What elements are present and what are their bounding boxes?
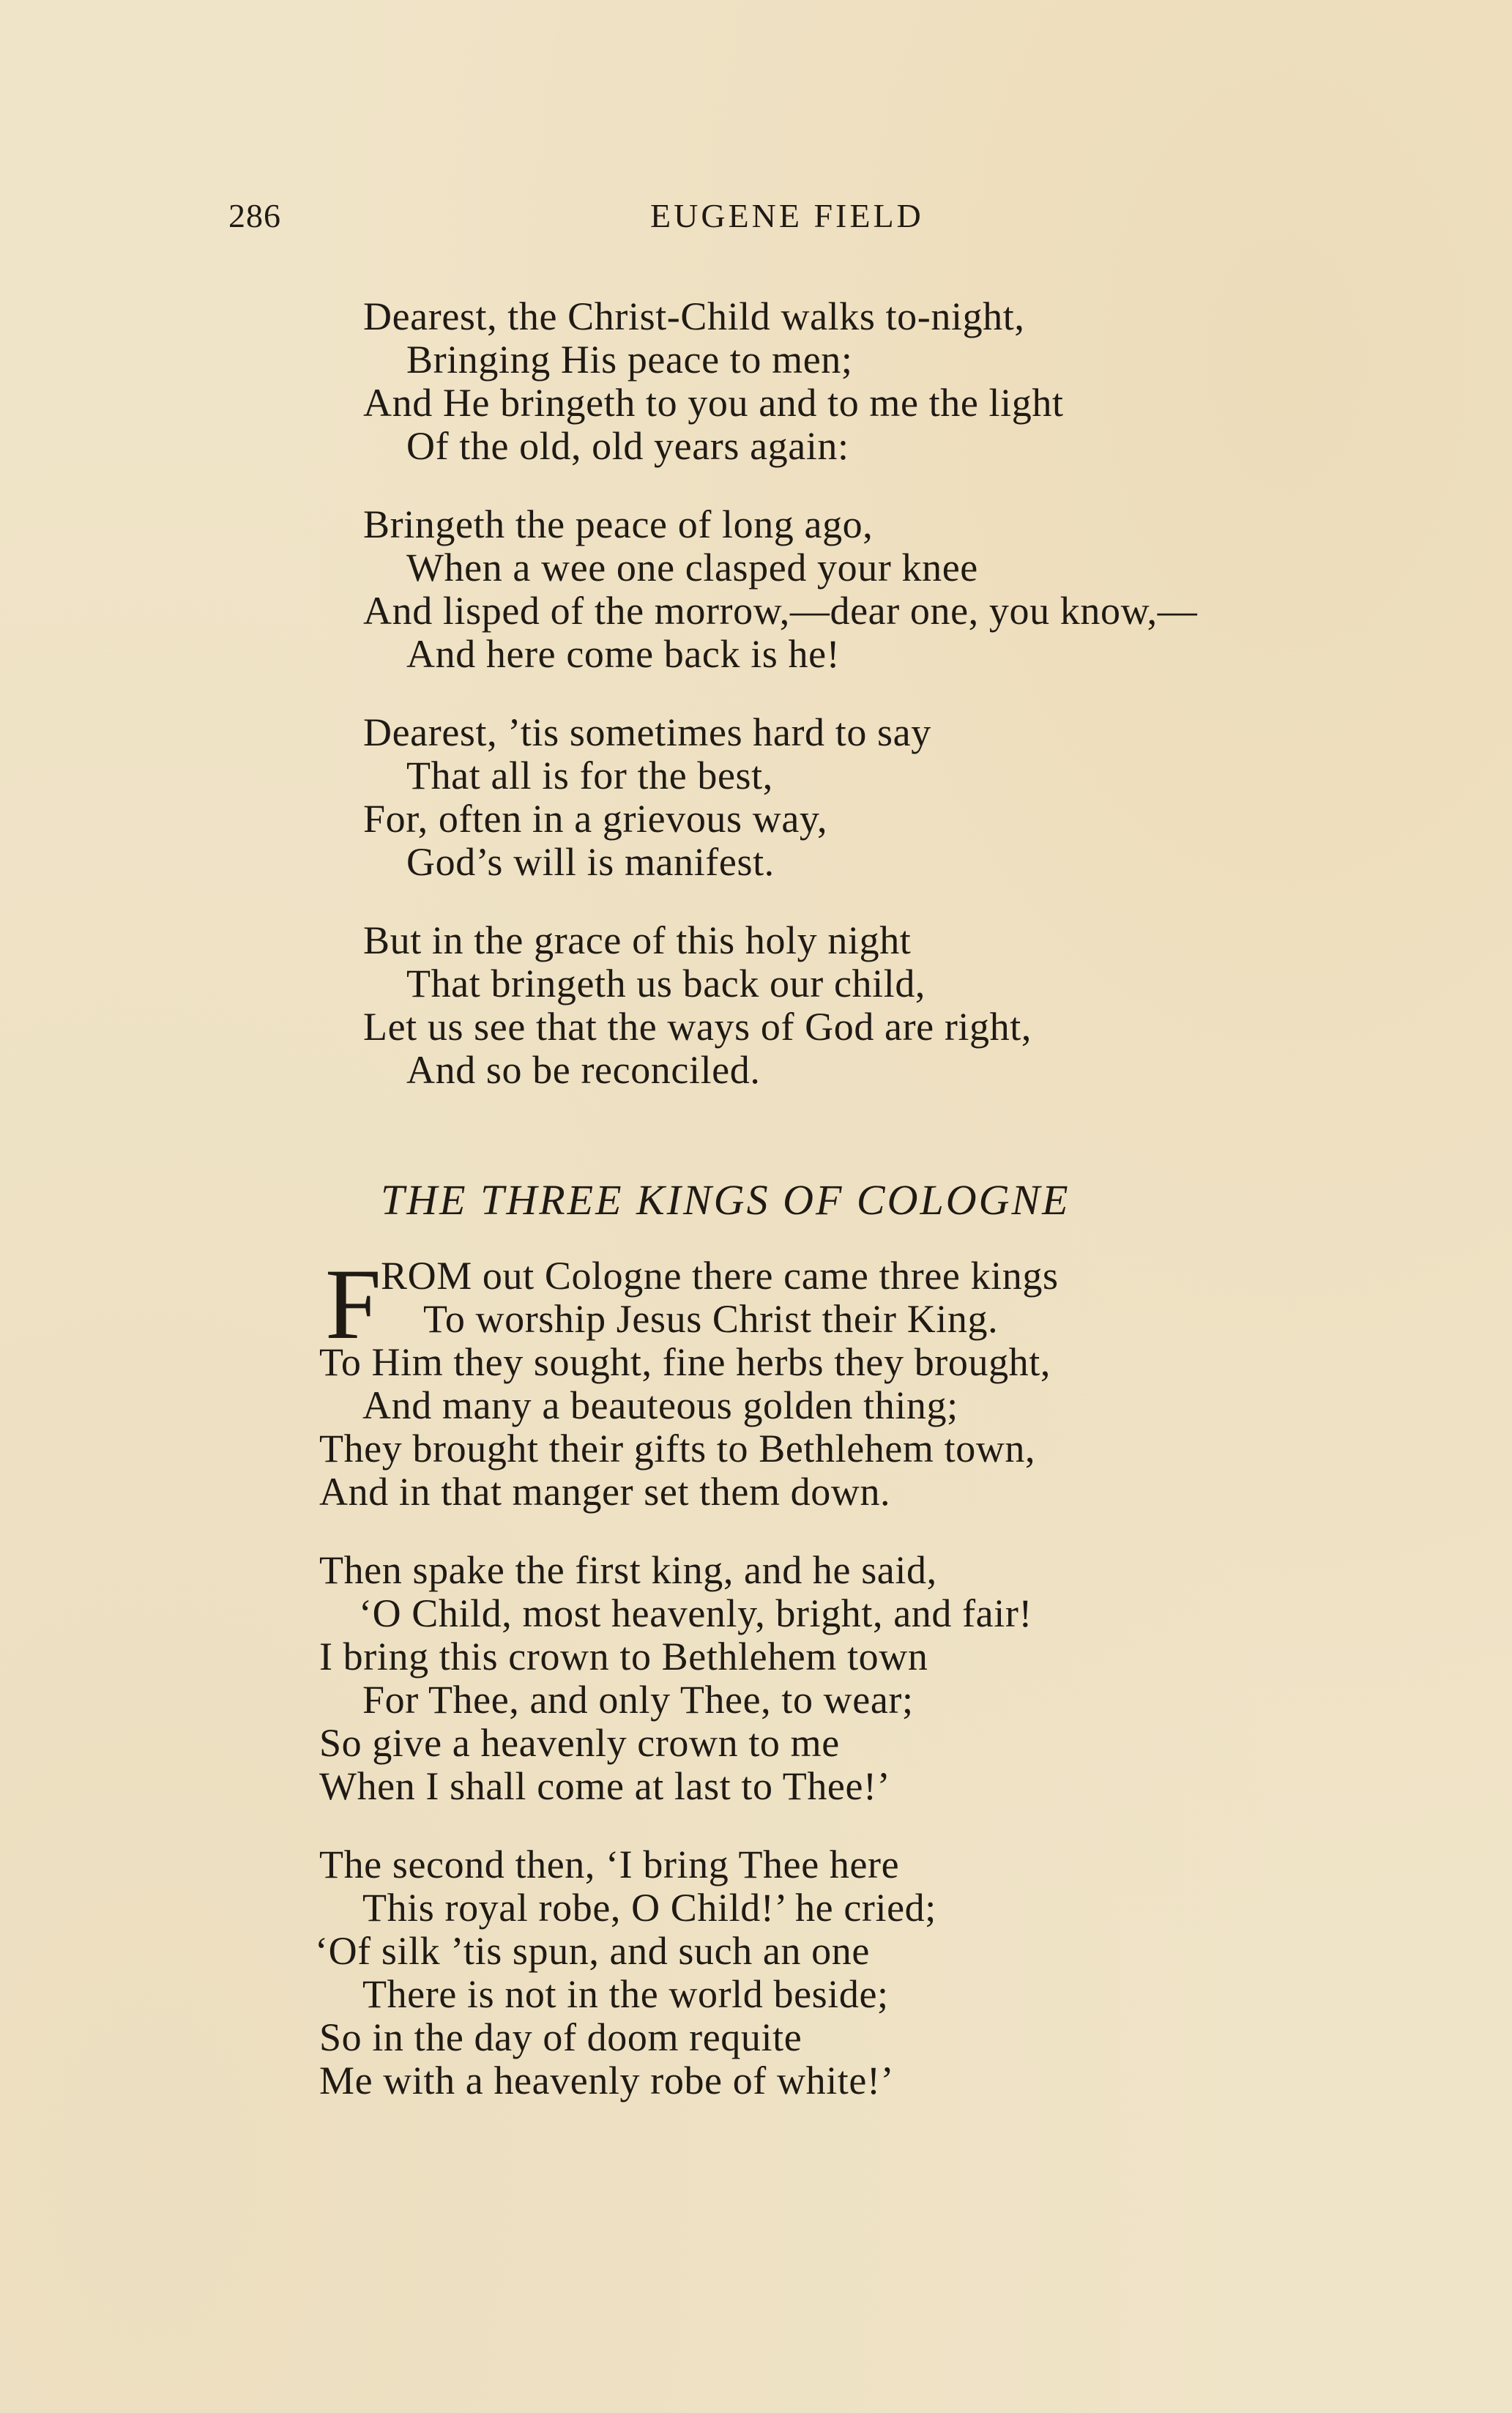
poem-line: To worship Jesus Christ their King.	[423, 1297, 999, 1341]
poem-line: And so be reconciled.	[406, 1048, 761, 1092]
poem-line: Of the old, old years again:	[406, 424, 849, 468]
poem-line: And many a beauteous golden thing;	[362, 1383, 958, 1427]
poem-line: Dearest, the Christ-Child walks to-night,	[363, 294, 1025, 338]
poem-line: When a wee one clasped your knee	[406, 546, 978, 590]
poem-line: And He bringeth to you and to me the light	[363, 381, 1064, 425]
poem-line: They brought their gifts to Bethlehem town,	[319, 1427, 1036, 1471]
poem-line: This royal robe, O Child!’ he cried;	[362, 1886, 936, 1930]
poem-line: ‘O Child, most heavenly, bright, and fair!	[359, 1591, 1032, 1635]
running-title: EUGENE FIELD	[650, 197, 924, 234]
poem-line: To Him they sought, fine herbs they brought,	[319, 1340, 1051, 1384]
poem-line: For, often in a grievous way,	[363, 797, 828, 841]
poem-title: THE THREE KINGS OF COLOGNE	[381, 1176, 1070, 1224]
poem-line: That bringeth us back our child,	[406, 962, 926, 1005]
poem-line: I bring this crown to Bethlehem town	[319, 1635, 928, 1678]
drop-cap: F	[325, 1248, 381, 1360]
poem-line: ‘Of silk ’tis spun, and such an one	[315, 1929, 870, 1973]
poem-line: That all is for the best,	[406, 754, 773, 797]
poem-line: Me with a heavenly robe of white!’	[319, 2059, 895, 2102]
page-number: 286	[228, 197, 281, 234]
running-head	[0, 196, 1512, 240]
poem-line: Bringing His peace to men;	[406, 338, 853, 382]
poem-line: So in the day of doom requite	[319, 2015, 802, 2059]
poem-line: When I shall come at last to Thee!’	[319, 1764, 891, 1808]
poem-line: For Thee, and only Thee, to wear;	[362, 1678, 914, 1722]
poem-line: The second then, ‘I bring Thee here	[319, 1843, 900, 1886]
poem-line: Let us see that the ways of God are right,	[363, 1005, 1032, 1049]
poem-line: So give a heavenly crown to me	[319, 1721, 840, 1765]
poem-line: And lisped of the morrow,—dear one, you know,—	[363, 589, 1198, 633]
poem-line: And here come back is he!	[406, 632, 841, 676]
poem-line: ROM out Cologne there came three kings	[381, 1254, 1059, 1298]
poem-line: And in that manger set them down.	[319, 1470, 891, 1514]
poem-line: Dearest, ’tis sometimes hard to say	[363, 710, 931, 754]
poem-line: But in the grace of this holy night	[363, 918, 912, 962]
poem-line: God’s will is manifest.	[406, 840, 775, 884]
poem-line: There is not in the world beside;	[362, 1972, 889, 2016]
poem-line: Bringeth the peace of long ago,	[363, 502, 874, 546]
poem-line: Then spake the first king, and he said,	[319, 1548, 937, 1592]
